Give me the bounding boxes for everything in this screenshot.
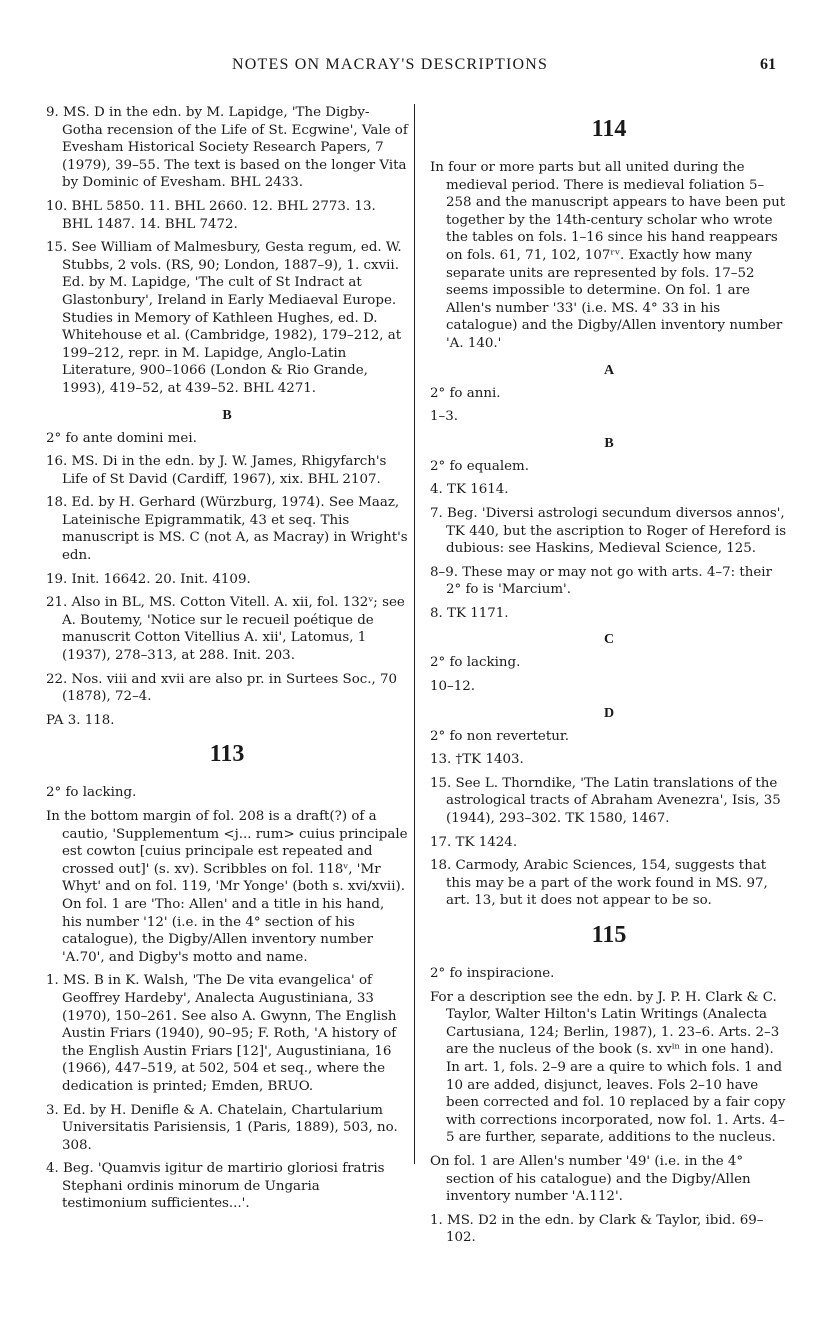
note-8: 8. TK 1171. [430, 605, 509, 621]
part-a-heading: A [603, 362, 615, 378]
note-18: 18. Ed. by H. Gerhard (Würzburg, 1974). See Maaz, Lateinische Epigrammatik, 43 et seq. This manuscript is MS. C (not A, as Macray) in Wright's edn. [46, 495, 408, 564]
part-c-heading: C [603, 632, 615, 648]
section-115-description-2: On fol. 1 are Allen's number '49' (i.e. in the 4° section of his catalogue) and the Digby/Allen inventory number 'A.112'. [430, 1153, 751, 1205]
column-divider [414, 104, 415, 1164]
note-15-right: 15. See L. Thorndike, 'The Latin translations of the astrological tracts of Abraham Avenezra', Isis, 35 (1944), 293–302. TK 1580, 1467. [430, 775, 781, 827]
left-column [46, 104, 408, 1219]
note-16: 16. MS. Di in the edn. by J. W. James, Rhigyfarch's Life of St David (Cardiff, 1967), xix. BHL 2107. [46, 454, 387, 487]
part-b-folio-right: 2° fo equalem. [430, 458, 530, 474]
section-115-heading: 115 [591, 922, 627, 948]
note-10-14: 10. BHL 5850. 11. BHL 2660. 12. BHL 2773. 13. BHL 1487. 14. BHL 7472. [46, 198, 376, 232]
note-22: 22. Nos. viii and xvii are also pr. in Surtees Soc., 70 (1878), 72–4. [46, 671, 398, 705]
section-114-heading: 114 [591, 116, 627, 142]
part-b-folio: 2° fo ante domini mei. [46, 430, 197, 446]
section-113-note-1: 1. MS. B in K. Walsh, 'The De vita evangelica' of Geoffrey Hardeby', Analecta Augustiniana, 33 (1970), 150–261. See also A. Gwynn, The English Austin Friars (1940), 90–95; F. Roth, 'A history of the English Austin Friars [12]', Augustiniana, 16 (1966), 447–519, at 502, 504 et seq., where the dedication is printed; Emden, BRUO. [46, 973, 397, 1094]
note-13: 13. †TK 1403. [430, 752, 524, 768]
section-115-folio: 2° fo inspiracione. [430, 966, 555, 981]
part-d-folio: 2° fo non revertetur. [430, 728, 570, 744]
right-column [430, 104, 788, 1253]
note-9: 9. MS. D in the edn. by M. Lapidge, 'The Digby-Gotha recension of the Life of St. Ecgwine', Vale of Evesham Historical Society Research Papers, 7 (1979), 39–55. The text is based on the longer Vita by Dominic of Evesham. BHL 2433. [46, 105, 408, 191]
section-114-description: In four or more parts but all united during the medieval period. There is medieval foliation 5–258 and the manuscript appears to have been put together by the 14th-century scholar who wrote the tables on fols. 1–16 since his hand reappears on fols. 61, 71, 102, 107ʳᵛ. Exactly how many separate units are represented by fols. 17–52 seems impossible to determine. On fol. 1 are Allen's number '33' (i.e. MS. 4° 33 in his catalogue) and the Digby/Allen inventory number 'A. 140.' [430, 160, 786, 351]
part-d-heading: D [603, 705, 615, 721]
part-b-heading: B [222, 407, 232, 423]
note-18-right: 18. Carmody, Arabic Sciences, 154, suggests that this may be a part of the work found in MS. 97, art. 13, but it does not appear to be so. [430, 858, 768, 909]
section-113-heading: 113 [209, 741, 245, 768]
note-15: 15. See William of Malmesbury, Gesta regum, ed. W. Stubbs, 2 vols. (RS, 90; London, 1887–9), 1. cxvii. Ed. by M. Lapidge, 'The cult of St Indract at Glastonbury', Ireland in Early Mediaeval Europe. Studies in Memory of Kathleen Hughes, ed. D. Whitehouse et al. (Cambridge, 1982), 179–212, at 199–212, repr. in M. Lapidge, Anglo-Latin Literature, 900–1066 (London & Rio Grande, 1993), 419–52, at 439–52. BHL 4271. [46, 240, 402, 396]
part-b-heading-right: B [604, 435, 614, 451]
note-8-9: 8–9. These may or may not go with arts. 4–7: their 2° fo is 'Marcium'. [430, 564, 772, 598]
note-4: 4. TK 1614. [430, 482, 509, 498]
running-title: NOTES ON MACRAY'S DESCRIPTIONS [232, 56, 549, 73]
note-19-20: 19. Init. 16642. 20. Init. 4109. [46, 571, 251, 587]
part-a-folio: 2° fo anni. [430, 385, 501, 401]
pa-reference: PA 3. 118. [46, 712, 115, 728]
running-head [120, 56, 824, 80]
section-115-note-1: 1. MS. D2 in the edn. by Clark & Taylor, ibid. 69–102. [430, 1212, 764, 1246]
page-number: 61 [760, 56, 776, 73]
section-113-folio: 2° fo lacking. [46, 785, 137, 801]
part-c-folio: 2° fo lacking. [430, 655, 521, 671]
section-113-note-4: 4. Beg. 'Quamvis igitur de martirio gloriosi fratris Stephani ordinis minorum de Ungaria testimonium sufficientes...'. [46, 1161, 385, 1212]
note-17: 17. TK 1424. [430, 834, 518, 850]
section-115-description: For a description see the edn. by J. P. H. Clark & C. Taylor, Walter Hilton's Latin Writings (Analecta Cartusiana, 124; Berlin, 1987), 1. 23–6. Arts. 2–3 are the nucleus of the book (s. xvⁱⁿ in one hand). In art. 1, fols. 2–9 are a quire to which fols. 1 and 10 are added, disjunct, leaves. Fols 2–10 have been corrected and fol. 10 replaced by a fair copy with corrections incorporated, now fol. 1. Arts. 4–5 are further, separate, additions to the nucleus. [430, 989, 786, 1146]
note-21: 21. Also in BL, MS. Cotton Vitell. A. xii, fol. 132ᵛ; see A. Boutemy, 'Notice sur le recueil poétique de manuscrit Cotton Vitellius A. xii', Latomus, 1 (1937), 278–313, at 288. Init. 203. [46, 595, 405, 664]
note-7: 7. Beg. 'Diversi astrologi secundum diversos annos', TK 440, but the ascription to Roger of Hereford is dubious: see Haskins, Medieval Science, 125. [430, 505, 787, 557]
part-a-range: 1–3. [430, 409, 458, 425]
part-c-range: 10–12. [430, 679, 476, 695]
section-113-note-3: 3. Ed. by H. Denifle & A. Chatelain, Chartularium Universitatis Parisiensis, 1 (Paris, 1889), 503, no. 308. [46, 1102, 398, 1153]
section-113-description: In the bottom margin of fol. 208 is a draft(?) of a cautio, 'Supplementum <j... rum> cuius principale est cowton [cuius principale est repeated and crossed out]' (s. xv). Scribbles on fol. 118ᵛ, 'Mr Whyt' and on fol. 119, 'Mr Yonge' (both s. xvi/xvii). On fol. 1 are 'Tho: Allen' and a title in his hand, his number '12' (i.e. in the 4° section of his catalogue), the Digby/Allen inventory number 'A.70', and Digby's motto and name. [46, 809, 408, 965]
